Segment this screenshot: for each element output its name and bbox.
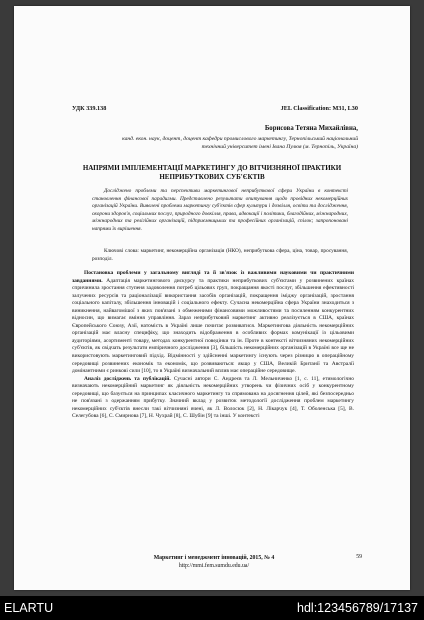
paragraph-problem xyxy=(72,270,354,376)
jel-classification: JEL Classification: M31, L30 xyxy=(280,105,358,112)
article-title: НАПРЯМИ ІМПЛЕМЕНТАЦІЇ МАРКЕТИНГУ ДО ВІТЧИЗНЯНОЇ ПРАКТИКИ НЕПРИБУТКОВИХ СУБ'ЄКТІВ xyxy=(82,164,342,181)
author-affiliation: канд. екон. наук, доцент, доцент кафедри промислового маркетингу, Тернопільський національний технічний університет імені Івана Пулюя (м. Тернопіль, Україна) xyxy=(122,136,358,150)
journal-name: Маркетинг і менеджмент інновацій, 2015, № 4 xyxy=(153,555,275,561)
repository-name: ELARTU xyxy=(4,601,54,615)
udk-code: УДК 339.138 xyxy=(72,105,107,112)
article-body xyxy=(72,270,354,421)
keywords: Ключові слова: маркетинг, некомерційна організація (НКО), неприбуткова сфера, ціна, товар, просування, розподіл. xyxy=(92,248,348,262)
journal-url[interactable]: http://mmi.fem.sumdu.edu.ua/ xyxy=(178,563,250,569)
page-number: 59 xyxy=(356,554,362,560)
paragraph-text: Адаптація маркетингового дискурсу та практики неприбуткових суб'єктами у розвинених країнах спричинила зростання ступеня задоволення потреб цільових груп, покращання якості послуг, збільшення ефективності залучених ресурсів та раціоналізації використання засобів організацій, покращення іміджу організацій, зростання соціального капіталу, збільшення інновацій і соціального ефекту. Сучасна некомерційна сфера України знаходиться з виникнення, найвагомішої з яких пов'язані з обмеженими фінансовими можливостями та посиленням конкурентних відносин, що вимагає вміння управління. Зараз неприбутковий маркетинг активно реалізується в США, країнах Європейського Союзу, Азії, натомість в Україні лише почитає розвиватися. Маркетингова діяльність некомерційних організацій має власну специфіку, що знаходить відображення в особливих формах комунікації із цільовими аудиторіями, асортименті товару, методах конкурентної поведінки та ін. Проте в контексті вітчизняних некомерційних суб'єктів, як свідчать результати емпіричного дослідження [3], більшість некомерційних організацій в Україні все ще не використовують маркетинговий підхід. Відмінності у здійсненні маркетингу існують через різницю в операційному середовищі розвинених економік та економік, що розвиваються: якщо у США, Великій Британії та Австралії домінантними є ринкові сили [10], то в Україні визначальний вплив має операційне середовище. xyxy=(72,277,354,375)
paragraph-heading: Аналіз досліджень та публікацій. xyxy=(84,375,171,382)
page-footer xyxy=(114,554,314,570)
paragraph-analysis xyxy=(72,376,354,421)
status-bar xyxy=(0,596,424,620)
paragraph-heading: Постановка проблеми у загальному вигляді та її зв'язок із важливими науковими чи практичними завданнями. xyxy=(72,270,354,284)
author-name: Борисова Тетяна Михайлівна, xyxy=(264,125,358,132)
abstract: Досліджено проблеми та перспективи маркетингової неприбуткової сфери України в контексті становлення фінансової парадигми. Представлено результати опитування щодо провідних некомерційних організацій України. Виявлені проблеми маркетингу суб'єктів сфер культури і дозвілля, освіти та дослідження, охорони здоров'я, соціальних послуг, природного довкілля, права, адвокації і політики, благодійних, міжнародних, міжнародних та релігійних організацій, підприємницьких та професійних організацій, спілок; запропоновані напрями їх вирішення. xyxy=(92,188,349,232)
document-page xyxy=(14,6,410,590)
paragraph-text: Сучасні автори С. Андреєв та Л. Мельниченко [1, с. 11], етимологічно визначають некомерційний маркетинг як діяльність некомерційних утворень чи фізичних осіб у конкурентному середовищі, що базується на принципах класичного маркетингу та спрямована на досягнення цілей, які безпосередньо не пов'язані з одержанням прибутку. Значний вклад у розвиток методології дослідження проблем маркетингу некомерційних суб'єктів внесли такі вітчизняні вчені, як Л. Волосюк [2], Н. Лікарчук [4], Т. Оболенська [5], В. Селегубова [6], С. Смирнова [7], Н. Чухрай [8], С. Шубін [9] та інші. У контексті xyxy=(72,375,354,420)
handle-id: hdl:123456789/17137 xyxy=(297,601,418,615)
